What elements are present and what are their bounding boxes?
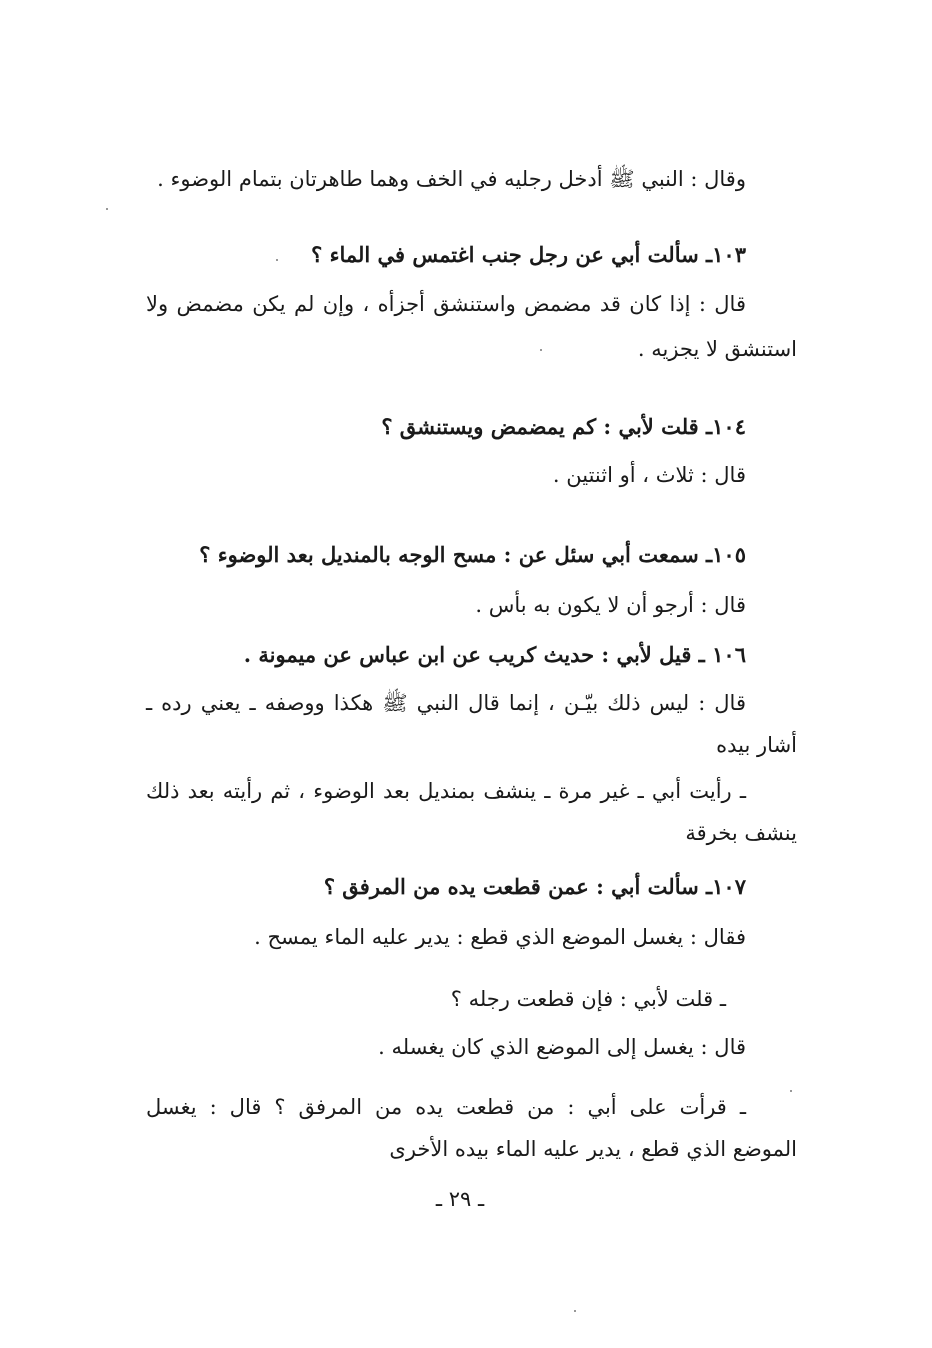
text-line-3: قال : إذا كان قد مضمض واستنشق أجزأه ، وإن لم يكن مضمض ولا <box>146 292 746 316</box>
text-line-11: أشار بيده <box>716 733 797 757</box>
text-line-2: ١٠٣ـ سألت أبي عن رجل جنب اغتمس في الماء ؟ <box>311 242 746 267</box>
text-line-13: ينشف بخرقة <box>685 821 797 845</box>
scan-speck <box>574 1310 576 1312</box>
text-line-17: قال : يغسل إلى الموضع الذي كان يغسله . <box>378 1035 746 1059</box>
text-line-15: فقال : يغسل الموضع الذي قطع : يدير عليه الماء يمسح . <box>254 925 746 949</box>
scan-speck <box>106 208 108 210</box>
text-line-16: ـ قلت لأبي : فإن قطعت رجله ؟ <box>450 987 726 1011</box>
text-line-8: قال : أرجو أن لا يكون به بأس . <box>475 593 746 617</box>
text-line-18: ـ قرأت على أبي : من قطعت يده من المرفق ؟ قال : يغسل <box>146 1095 746 1119</box>
text-line-14: ١٠٧ـ سألت أبي : عمن قطعت يده من المرفق ؟ <box>323 874 746 899</box>
text-line-5: ١٠٤ـ قلت لأبي : كم يمضمض ويستنشق ؟ <box>381 414 746 439</box>
scan-speck <box>790 1090 792 1092</box>
text-line-6: قال : ثلاث ، أو اثنتين . <box>552 463 746 487</box>
text-line-1: وقال : النبي ﷺ أدخل رجليه في الخف وهما طاهرتان بتمام الوضوء . <box>157 167 746 191</box>
text-line-7: ١٠٥ـ سمعت أبي سئل عن : مسح الوجه بالمنديل بعد الوضوء ؟ <box>199 542 746 567</box>
scan-speck <box>276 259 278 261</box>
text-line-4: استنشق لا يجزيه . <box>637 337 797 361</box>
scan-speck <box>540 349 542 351</box>
text-line-10: قال : ليس ذلك بيّـن ، إنما قال النبي ﷺ هكذا ووصفه ـ يعني رده ـ <box>146 691 746 715</box>
text-line-19: الموضع الذي قطع ، يدير عليه الماء بيده الأخرى <box>389 1137 797 1161</box>
text-line-12: ـ رأيت أبي ـ غير مرة ـ ينشف بمنديل بعد الوضوء ، ثم رأيته بعد ذلك <box>146 779 746 803</box>
text-line-9: ١٠٦ ـ قيل لأبي : حديث كريب عن ابن عباس عن ميمونة . <box>243 642 746 667</box>
page-number: ـ ٢٩ ـ <box>435 1187 485 1211</box>
